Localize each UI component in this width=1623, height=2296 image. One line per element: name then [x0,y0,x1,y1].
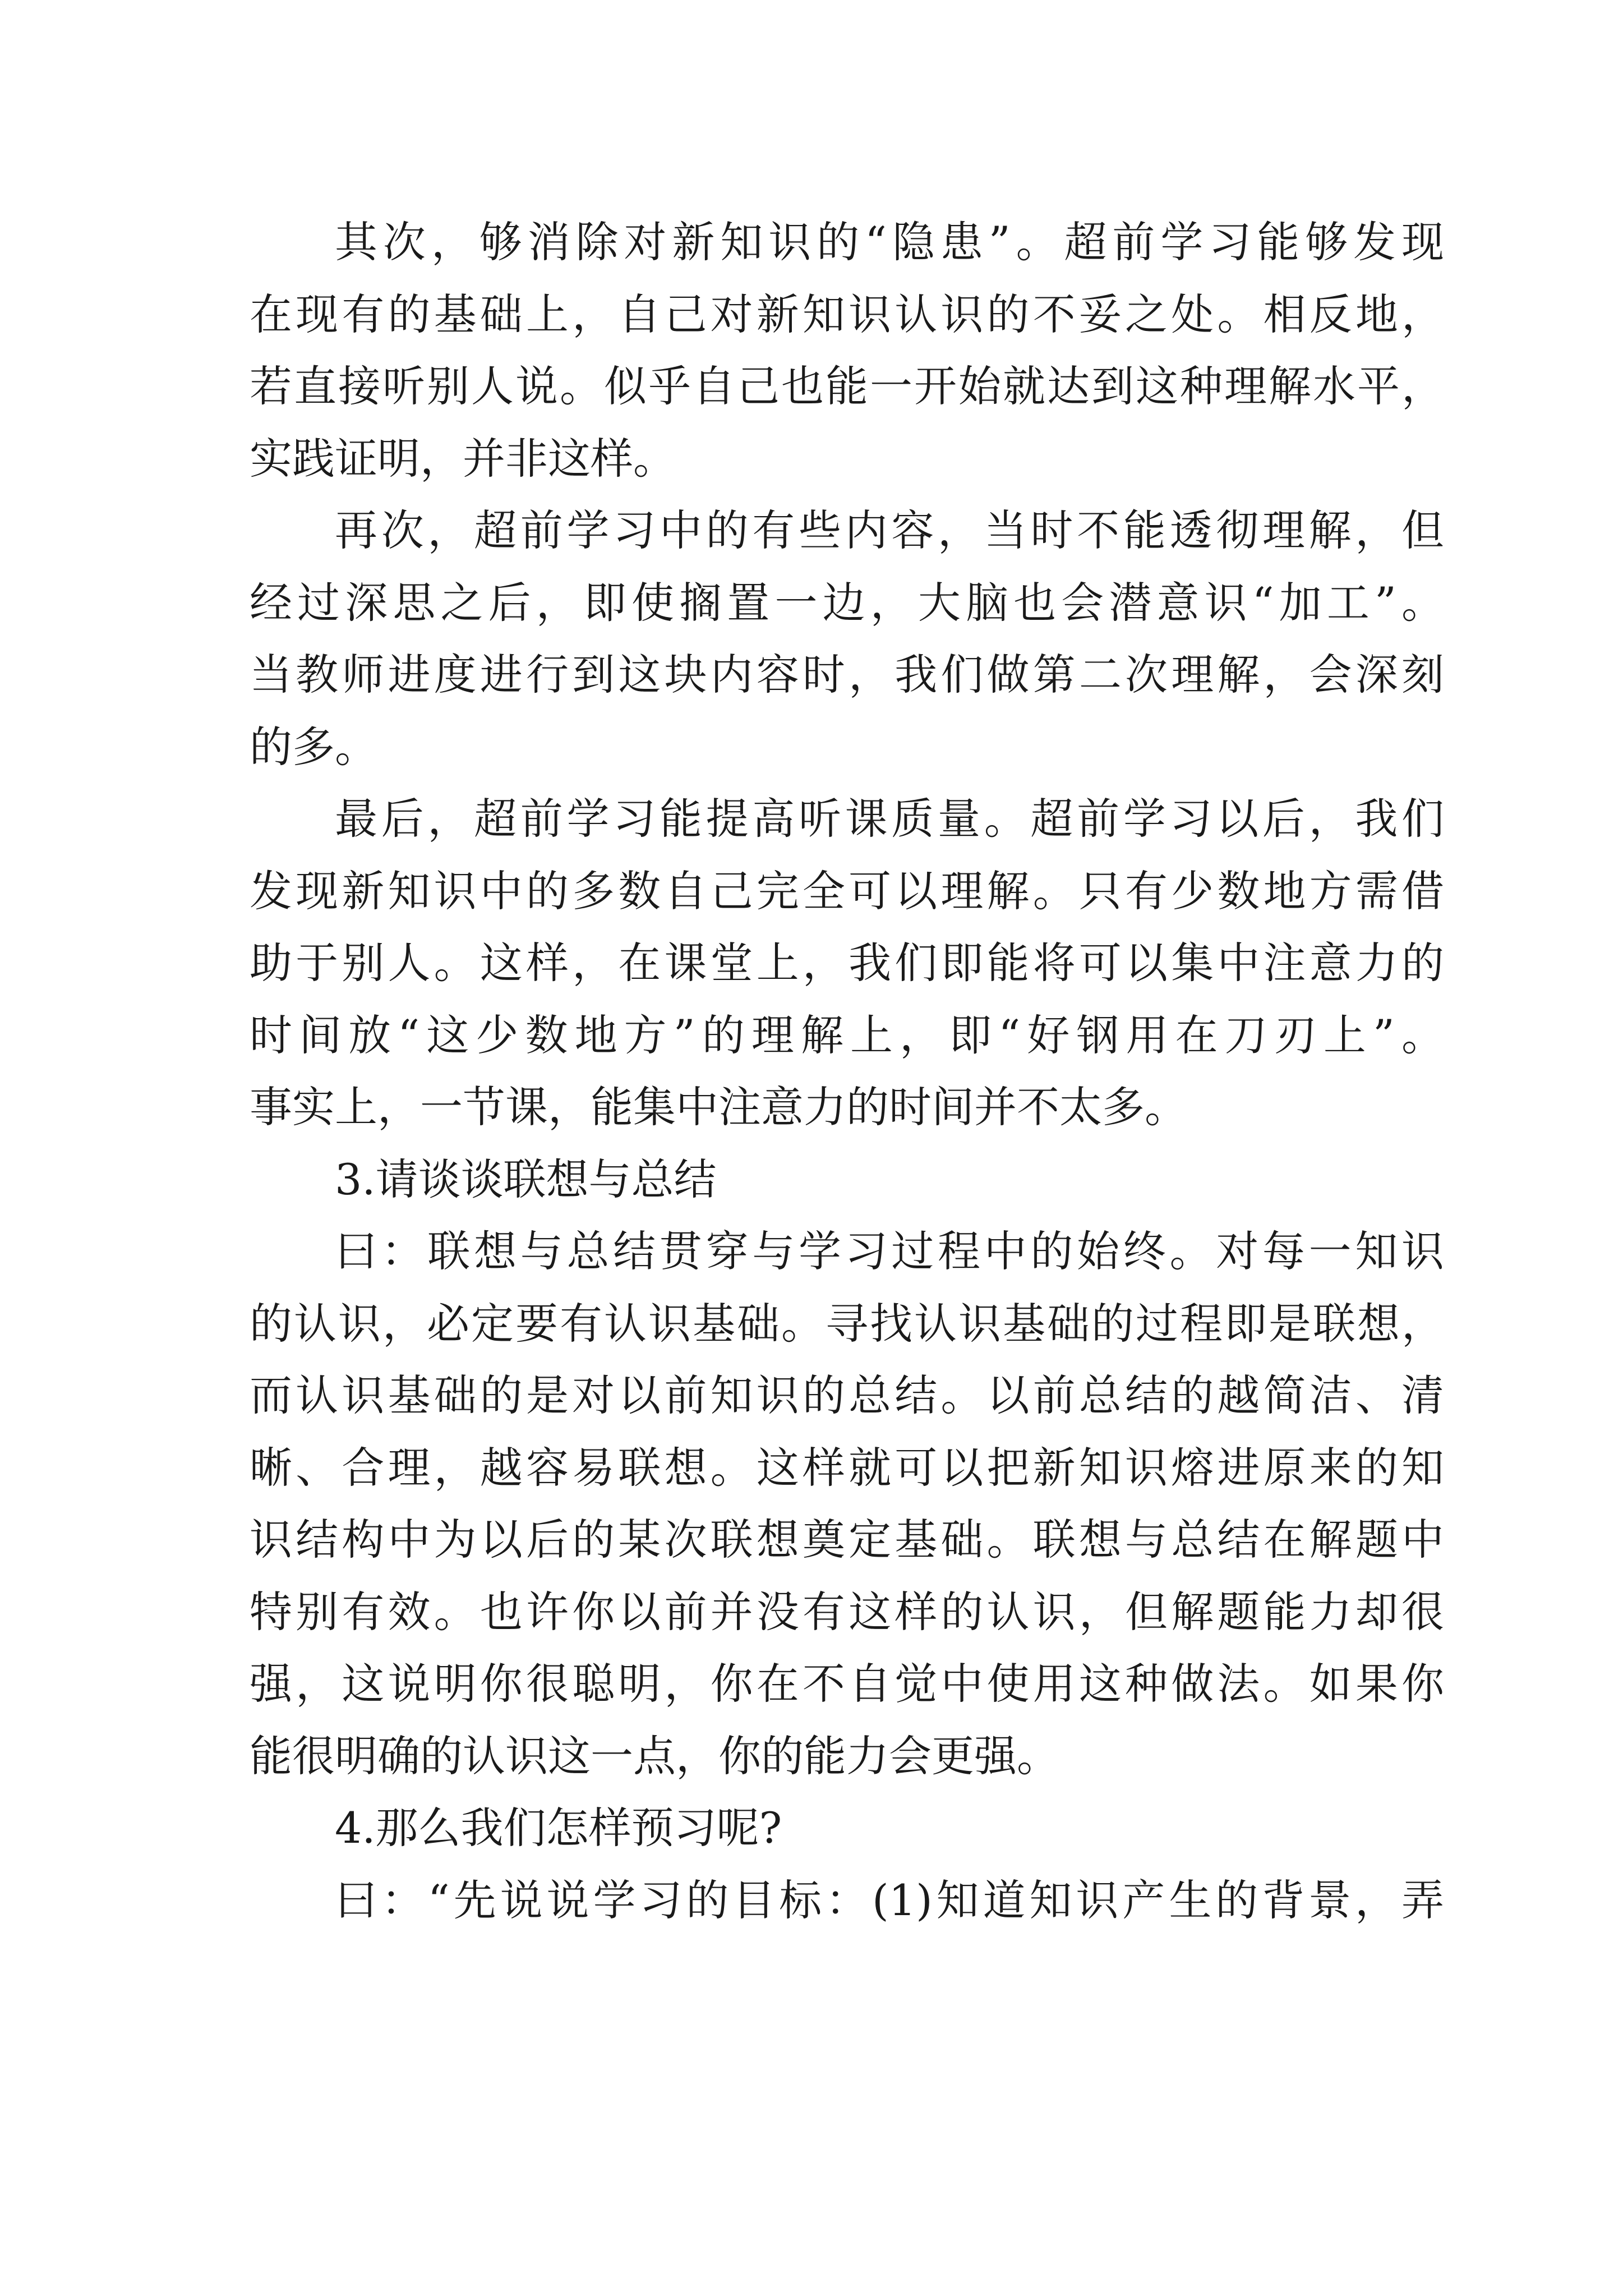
section-heading: 4.那么我们怎样预习呢? [335,1803,782,1853]
text-line: 在现有的基础上，自己对新知识认识的不妥之处。相反地， [250,289,1444,339]
text-line: 时间放“这少数地方”的理解上，即“好钢用在刀刃上”。 [250,1010,1444,1060]
text-line: 发现新知识中的多数自己完全可以理解。只有少数地方需借 [250,866,1444,916]
text-line: 经过深思之后，即使搁置一边，大脑也会潜意识“加工”。 [250,577,1444,628]
text-line: 助于别人。这样，在课堂上，我们即能将可以集中注意力的 [250,938,1444,988]
text-line: 当教师进度进行到这块内容时，我们做第二次理解，会深刻 [250,650,1444,700]
text-line: 再次，超前学习中的有些内容，当时不能透彻理解，但 [335,505,1444,555]
text-line: 特别有效。也许你以前并没有这样的认识，但解题能力却很 [250,1586,1444,1637]
text-line: 能很明确的认识这一点，你的能力会更强。 [250,1731,1059,1781]
text-line: 最后，超前学习能提高听课质量。超前学习以后，我们 [335,794,1444,844]
text-line: 的多。 [250,721,377,772]
text-line: 识结构中为以后的某次联想奠定基础。联想与总结在解题中 [250,1515,1444,1565]
section-heading: 3.请谈谈联想与总结 [335,1154,717,1204]
text-line: 事实上，一节课，能集中注意力的时间并不太多。 [250,1082,1187,1132]
text-line: 晰、合理，越容易联想。这样就可以把新知识熔进原来的知 [250,1442,1444,1493]
text-line: 曰：联想与总结贯穿与学习过程中的始终。对每一知识 [335,1226,1444,1276]
text-line: 强，这说明你很聪明，你在不自觉中使用这种做法。如果你 [250,1659,1444,1709]
text-line: 其次，够消除对新知识的“隐患”。超前学习能够发现 [335,217,1444,267]
text-line: 实践证明，并非这样。 [250,433,676,484]
text-line: 的认识，必定要有认识基础。寻找认识基础的过程即是联想， [250,1298,1444,1349]
text-line: 而认识基础的是对以前知识的总结。以前总结的越简洁、清 [250,1370,1444,1420]
text-line: 曰：“先说说学习的目标：(1)知道知识产生的背景，弄 [335,1875,1444,1925]
body-text [250,206,1444,1936]
text-line: 若直接听别人说。似乎自己也能一开始就达到这种理解水平， [250,361,1444,411]
